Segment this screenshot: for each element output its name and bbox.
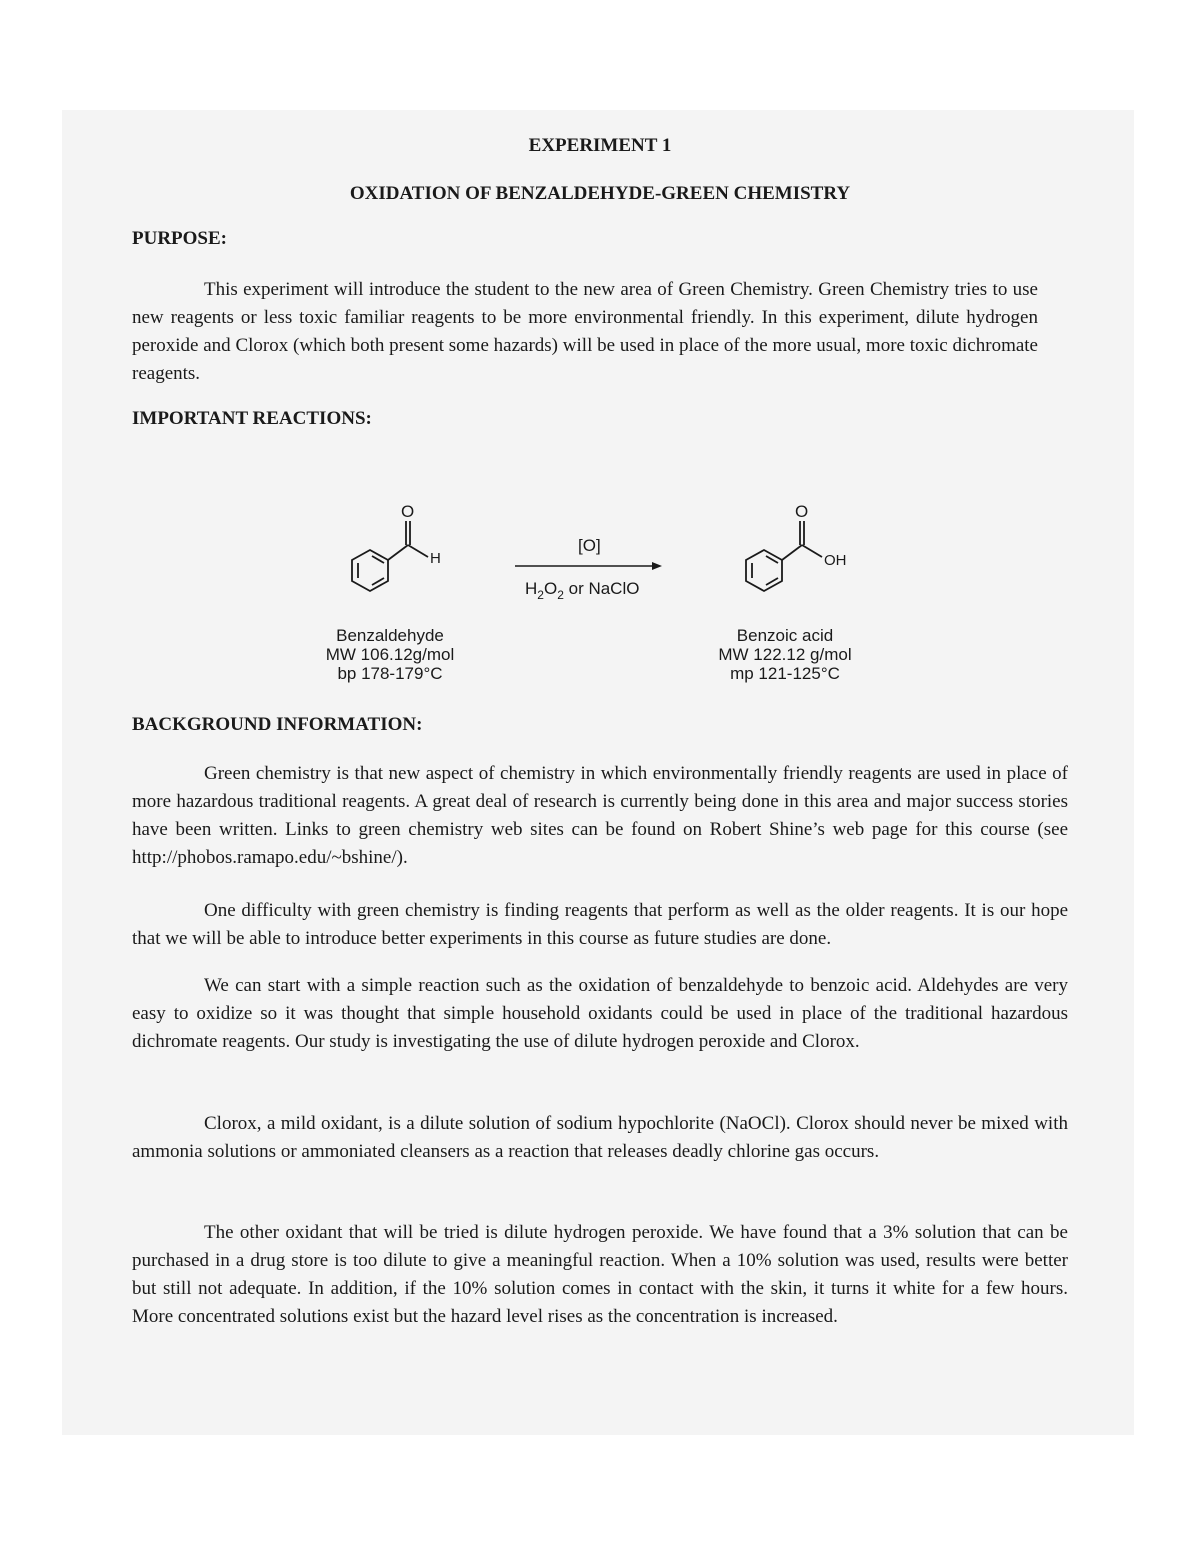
background-paragraph-1: Green chemistry is that new aspect of chemistry in which environmentally friendly reagents are used in place of more hazardous traditional reagents. A great deal of research is currently being done in this area and major success stories have been written. Links to green chemistry web sites can be found on Robert Shine’s web page for this course (see http://phobos.ramapo.edu/~bshine/).	[132, 763, 1068, 868]
benzaldehyde-structure	[352, 521, 428, 591]
benzoic-acid-structure	[746, 521, 822, 591]
product-info	[695, 626, 875, 683]
background-paragraph-2: One difficulty with green chemistry is finding reagents that perform as well as the older reagents. It is our hope that we will be able to introduce better experiments in this course as future studies are done.	[132, 900, 1068, 949]
reactant-atom-h: H	[430, 550, 441, 567]
purpose-paragraph: This experiment will introduce the student to the new area of Green Chemistry. Green Chemistry tries to use new reagents or less toxic familiar reagents to be more environmental friendly. In this experiment, dilute hydrogen peroxide and Clorox (which both present some hazards) will be used in place of the more usual, more toxic dichromate reagents.	[132, 279, 1038, 384]
product-mw: MW 122.12 g/mol	[718, 645, 852, 664]
background-paragraph-3: We can start with a simple reaction such as the oxidation of benzaldehyde to benzoic acid. Aldehydes are very easy to oxidize so it was thought that simple household oxidants could be used in place of the traditional hazardous dichromate reagents. Our study is investigating the use of dilute hydrogen peroxide and Clorox.	[132, 975, 1068, 1052]
reactant-mw: MW 106.12g/mol	[325, 645, 455, 664]
reactant-atom-o: O	[401, 502, 415, 521]
product-mp: mp 121-125°C	[730, 664, 840, 683]
reagent-bottom: $H_2O_2$ or NaClO	[525, 579, 640, 602]
reactant-info	[300, 626, 480, 683]
reactant-name: Benzaldehyde	[336, 626, 444, 645]
experiment-number: EXPERIMENT 1	[528, 135, 672, 156]
product-name: Benzoic acid	[736, 626, 834, 645]
product-atom-oh: OH	[824, 552, 847, 569]
background-paragraph-4: Clorox, a mild oxidant, is a dilute solution of sodium hypochlorite (NaOCl). Clorox should never be mixed with ammonia solutions or ammoniated cleansers as a reaction that releases deadly chlorine gas occurs.	[132, 1113, 1068, 1162]
experiment-title: OXIDATION OF BENZALDEHYDE-GREEN CHEMISTRY	[349, 183, 851, 204]
reaction-arrow-head	[652, 562, 662, 570]
purpose-heading: PURPOSE:	[132, 228, 227, 249]
background-heading: BACKGROUND INFORMATION:	[132, 714, 423, 735]
reactions-heading: IMPORTANT REACTIONS:	[132, 408, 372, 429]
reactant-bp: bp 178-179°C	[337, 664, 443, 683]
background-paragraph-5: The other oxidant that will be tried is dilute hydrogen peroxide. We have found that a 3% solution that can be purchased in a drug store is too dilute to give a meaningful reaction. When a 10% solution was used, results were better but still not adequate. In addition, if the 10% solution comes in contact with the skin, it turns it white for a few hours. More concentrated solutions exist but the hazard level rises as the concentration is increased.	[132, 1222, 1068, 1327]
product-atom-o: O	[795, 502, 809, 521]
reagent-top: [O]	[578, 536, 601, 555]
reaction-scheme	[300, 495, 920, 605]
